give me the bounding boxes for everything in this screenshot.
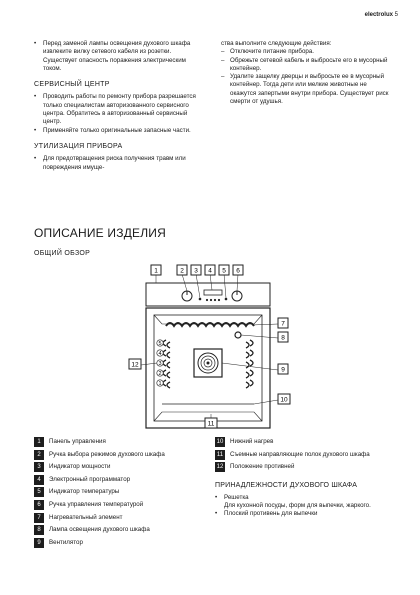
legend-item-10: 10 Нижний нагрев <box>216 438 274 445</box>
callout-1 <box>151 265 161 275</box>
service-title: СЕРВИСНЫЙ ЦЕНТР <box>34 81 110 89</box>
dash-item-1: – Отключите питание прибора. <box>221 48 315 56</box>
svg-text:1: 1 <box>154 267 158 275</box>
accessory-item-2: • Плоский противень для выпечки <box>215 509 318 517</box>
callout-7 <box>278 318 288 328</box>
programmer-display <box>204 290 222 295</box>
left-column <box>34 40 202 172</box>
svg-text:4: 4 <box>208 267 212 275</box>
legend-item-12: 12 Положение противней <box>216 463 295 471</box>
svg-text:2: 2 <box>158 371 162 377</box>
legend-item-8: 8 Лампа освещения духового шкафа <box>34 525 204 535</box>
page-header <box>365 12 398 18</box>
svg-text:5: 5 <box>158 341 162 347</box>
svg-text:3: 3 <box>194 267 198 275</box>
legend-item-7: 7 Нагревательный элемент <box>34 513 204 523</box>
svg-text:11: 11 <box>207 420 215 428</box>
callout-10 <box>278 394 290 404</box>
svg-text:9: 9 <box>281 366 285 374</box>
power-indicator <box>199 298 202 301</box>
svg-text:3: 3 <box>158 361 162 367</box>
svg-text:5: 5 <box>222 267 226 275</box>
callout-6 <box>233 265 243 275</box>
accessory-item-1-desc: Для кухонной посуды, форм для выпечки, жаркого. <box>224 501 371 509</box>
svg-text:7: 7 <box>281 320 285 328</box>
intro-bullet: • Перед заменой лампы освещения духового шкафа извлеките вилку сетевого кабеля из розетки. Существует опасность поражения электрическим током. <box>34 40 191 72</box>
svg-text:6: 6 <box>236 267 240 275</box>
callout-4 <box>205 265 215 275</box>
legend-right <box>215 437 390 518</box>
service-bullet-2: • Применяйте только оригинальные запасные части. <box>34 126 191 134</box>
callout-11 <box>205 418 217 428</box>
callout-5 <box>219 265 229 275</box>
page-number: 5 <box>394 12 398 18</box>
callout-9 <box>278 364 288 374</box>
section-title: ОПИСАНИЕ ИЗДЕЛИЯ <box>34 226 166 240</box>
temperature-indicator <box>225 298 228 301</box>
legend-item-2: 2 Ручка выбора режимов духового шкафа <box>34 450 204 460</box>
svg-text:8: 8 <box>281 334 285 342</box>
svg-text:1: 1 <box>158 381 162 387</box>
disposal-bullet-1: • Для предотвращения риска получения травм или повреждения имуще- <box>34 155 186 171</box>
callout-12 <box>129 359 141 369</box>
right-column <box>221 40 389 106</box>
legend-item-5: 5 Индикатор температуры <box>34 487 204 497</box>
overview-title: ОБЩИЙ ОБЗОР <box>34 250 91 257</box>
legend-item-9: 9 Вентилятор <box>34 538 204 548</box>
callout-3 <box>191 265 201 275</box>
callout-8 <box>278 332 288 342</box>
dash-item-2: – Обрежьте сетевой кабель и выбросьте его в мусорный контейнер. <box>221 56 388 72</box>
svg-text:12: 12 <box>131 361 139 369</box>
callout-2 <box>177 265 187 275</box>
brand-name: electrolux <box>364 12 393 18</box>
disposal-title: УТИЛИЗАЦИЯ ПРИБОРА <box>34 142 123 150</box>
service-bullet-1: • Проводить работы по ремонту прибора разрешается только специалистам авторизованного сервисного центра. Обратитесь в авторизованный сервисный центр. <box>34 93 196 126</box>
oven-lamp <box>235 332 241 338</box>
svg-text:4: 4 <box>158 351 162 357</box>
legend-item-11: 11 Съемные направляющие полок духового шкафа <box>216 450 370 458</box>
svg-text:2: 2 <box>180 267 184 275</box>
accessories-title: ПРИНАДЛЕЖНОСТИ ДУХОВОГО ШКАФА <box>215 482 358 490</box>
oven-diagram <box>110 262 310 432</box>
legend-item-4: 4 Электронный программатор <box>34 475 204 485</box>
legend-item-1: 1 Панель управления <box>34 437 204 447</box>
disposal-continuation: ства выполните следующие действия: <box>221 40 332 47</box>
accessory-item-1: • Решетка Для кухонной посуды, форм для выпечки, жаркого. <box>215 493 371 509</box>
legend-item-6: 6 Ручка управления температурой <box>34 500 204 510</box>
svg-text:10: 10 <box>280 396 288 404</box>
legend-item-3: 3 Индикатор мощности <box>34 462 204 472</box>
dash-item-3: – Удалите защелку дверцы и выбросьте ее в мусорный контейнер. Тогда дети или мелкие животные не окажутся запертыми внутри прибора. Существует риск смерти от удушья. <box>221 73 389 106</box>
legend-left <box>34 437 204 550</box>
